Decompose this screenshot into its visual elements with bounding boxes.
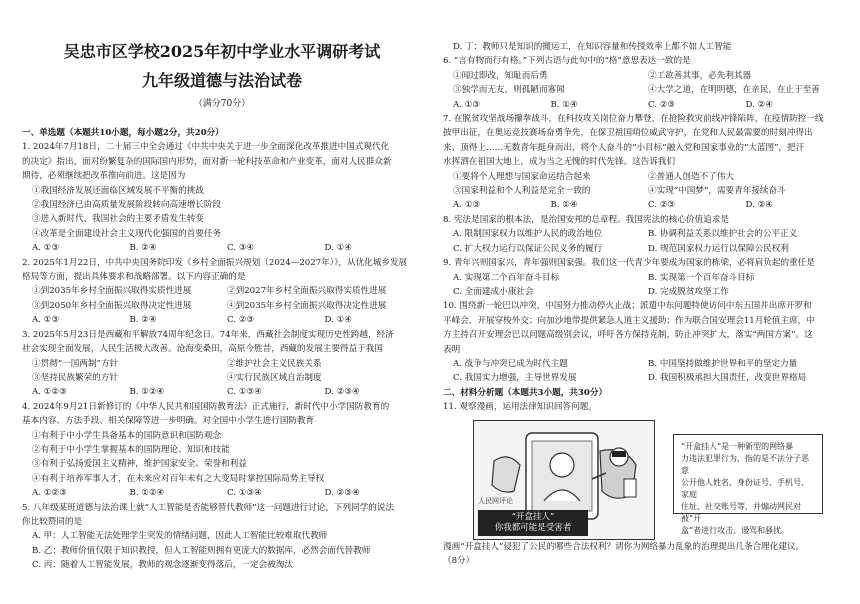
left-body — [22, 126, 422, 573]
statement-item: ②工欲善其事，必先利其器 — [648, 70, 752, 81]
question-line: 方主持召开安理会巴以问题高级别会议，呼吁各方保持克制，防止冲突扩大，落实“两国方案”。这 — [443, 330, 813, 341]
answer-options — [443, 98, 843, 112]
question-line: 8. 宪法是国家的根本法，是治国安邦的总章程。我国宪法的核心价值追求是 — [443, 214, 729, 225]
question-line: 格局等方面，提出具体要求和战略部署。以下内容正确的是 — [22, 272, 246, 283]
question-line: 表明 — [443, 344, 461, 355]
option-c[interactable]: C. 我国实力增强，主导世界发展 — [453, 373, 577, 384]
option-b[interactable]: B. ①④ — [550, 99, 578, 110]
answer-options — [22, 241, 422, 255]
choice-row — [443, 242, 843, 256]
option-d[interactable]: D. 我国积极承担大国责任，改变世界格局 — [648, 373, 807, 384]
question-line: 基本内容、方法手段、相关保障等进一步明确。对全国中小学生进行国防教育 — [22, 416, 315, 427]
option-a[interactable]: A. ①③ — [453, 99, 481, 110]
question-line: 平峰会，开展穿梭外交；向加沙地带提供紧急人道主义援助；作为联合国安理会11月轮值主席，中 — [443, 315, 815, 326]
statement-item: ②普通人创造不了伟大 — [648, 171, 734, 182]
statement-row — [22, 284, 422, 298]
question-line: 7. 在脱贫攻坚战场攥拳战斗，在科技攻关岗位奋力攀登，在抢险救灾前线冲锋陷阵，在疫情防控一线 — [443, 114, 824, 125]
question-2 — [22, 256, 422, 328]
statement-item: ④实行民族区域自治制度 — [227, 372, 322, 383]
question-line: 4. 2024年9月21日新修订的《中华人民共和国国防教育法》正式施行，新时代中小学国防教育的 — [22, 401, 390, 412]
question-3 — [22, 328, 422, 400]
option-b[interactable]: B. ②④ — [129, 243, 157, 254]
choice-row — [443, 357, 843, 371]
question-line: 9. 青年兴则国家兴，青年强则国家强。我们这一代青少年要成为国家的栋梁，必将肩负起的重任是 — [443, 258, 815, 269]
option-a[interactable]: A. 实现第二个百年奋斗目标 — [453, 272, 560, 283]
section-heading-material-analysis: 二、材料分析题（本题共3小题，共30分） — [443, 387, 608, 398]
option-b[interactable]: B. ①②④ — [129, 488, 165, 499]
question-5 — [22, 501, 422, 573]
option-c[interactable]: C. 扩大权力运行以保证公民义务的履行 — [453, 243, 603, 254]
statement-item: ③有利于弘扬爱国主义精神，维护国家安全、荣誉和利益 — [32, 459, 247, 470]
statement-item: ④大学之道，在明明德，在亲民，在止于至善 — [648, 85, 820, 96]
question-line: 1. 2024年7月18日，二十届三中全会通过《中共中央关于进一步全面深化改革推进中国式现代化 — [22, 142, 390, 153]
statement-item: ①有利于中小学生具备基本的国防意识和国防观念 — [32, 430, 222, 441]
option-d[interactable]: D. 丁：教师只是知识的搬运工，在知识容量和传授效率上都不如人工智能 — [453, 42, 732, 52]
statement-item: ①贯彻“一国两制”方针 — [32, 358, 119, 369]
statement-item: ③国家利益和个人利益是完全一致的 — [453, 186, 591, 197]
statement-item: ①到2035年乡村全面振兴取得实质性进展 — [32, 286, 192, 297]
definition-line: 力违法犯罪行为，指的是不法分子恶意 — [681, 453, 809, 475]
cartoon-caption — [478, 510, 588, 536]
option-c[interactable]: C. ①③④ — [227, 387, 262, 398]
option-d[interactable]: D. ①④ — [324, 315, 352, 326]
statement-item: ④有利于培养军事人才，在未来应对百年未有之大变局时掌控国际局势主导权 — [32, 473, 325, 484]
question-line: 3. 2025年5月23日是西藏和平解放74周年纪念日。74年来，西藏社会制度实现历史性跨越，经济 — [22, 329, 394, 340]
option-a[interactable]: A. ①③ — [32, 243, 60, 254]
option-a[interactable]: A. 甲：人工智能无法处理学生突发的情绪问题，因此人工智能比较难取代教师 — [32, 531, 328, 542]
option-b[interactable]: B. ①④ — [550, 200, 578, 211]
cartoon-image — [473, 420, 655, 540]
statement-item: ①闻过即改，知耻而后勇 — [453, 70, 548, 81]
statement-item: ④到2035年乡村全面振兴取得决定性进展 — [227, 300, 387, 311]
statement-item: ②有利于中小学生掌握基本的国防理论、知识和技能 — [32, 444, 230, 455]
definition-line: 盒”者进行攻击、谩骂和骚扰。 — [681, 525, 790, 535]
question-intro: 11. 观察漫画，运用法律知识回答问题。 — [443, 402, 597, 413]
section-heading-single-choice: 一、单选题（本题共10小题，每小题2分，共20分） — [22, 128, 224, 138]
right-body — [443, 40, 843, 568]
option-c[interactable]: C. ③④ — [227, 243, 255, 254]
option-b[interactable]: B. 乙：教师价值仅限于知识教授，但人工智能则拥有更庞大的数据库，必然会面代替教师 — [32, 545, 371, 556]
question-1 — [22, 140, 422, 255]
definition-box — [673, 434, 823, 535]
option-c[interactable]: C. ②③ — [648, 200, 676, 211]
statement-row — [443, 69, 843, 83]
question-7 — [443, 112, 843, 213]
question-10 — [443, 299, 843, 385]
statement-item: ②到2027年乡村全面振兴取得实质性进展 — [227, 286, 387, 297]
question-line: 社会实现全面发展，人民生活极大改善。沧海变桑田，高原今胜昔，西藏的发展主要得益于我国 — [22, 344, 383, 355]
question-line: 来、顶得上……无数青年挺身而出，将个人奋斗的“小目标”融入党和国家事业的“大蓝图”，把汗 — [443, 142, 805, 153]
answer-options — [22, 313, 422, 327]
option-d[interactable]: D. ②③④ — [324, 488, 360, 499]
choice-row — [443, 285, 843, 299]
cartoon-caption-subtitle: 你我都可能是受害者 — [494, 522, 572, 533]
statement-item: ③独学而无友，则孤陋而寡闻 — [453, 85, 565, 96]
option-b[interactable]: B. 中国坚持做维护世界和平的坚定力量 — [648, 358, 798, 369]
statement-item: ③到2050年乡村全面振兴取得决定性进展 — [32, 300, 192, 311]
choice-row — [443, 227, 843, 241]
question-line: 的决定》指出，面对纷繁复杂的国际国内形势，面对新一轮科技革命和产业变革，面对人民群众新 — [22, 156, 392, 167]
definition-line: “开盒挂人”是一种新型的网络暴 — [681, 441, 794, 451]
statement-item: ②我国经济已由高质量发展阶段转向高速增长阶段 — [32, 200, 222, 211]
statement-row — [22, 371, 422, 385]
definition-line: 公开他人姓名、身份证号、手机号、家庭 — [681, 477, 809, 499]
statement-item: ③坚持民族繁荣的方针 — [32, 372, 118, 383]
option-d[interactable]: D. ②④ — [745, 200, 773, 211]
choice-row — [443, 371, 843, 385]
option-b[interactable]: B. ②④ — [129, 315, 157, 326]
option-b[interactable]: B. 协调利益关系以维护社会的公平正义 — [648, 229, 798, 240]
statement-item: ①要将个人理想与国家命运结合起来 — [453, 171, 591, 182]
question-line: 5. 八年级某班道德与法治课上就“人工智能是否能够替代教师”这一问题进行讨论，下列同学的说法 — [22, 502, 395, 513]
answer-options — [22, 385, 422, 399]
question-prompt: 漫画“开盒挂人”侵犯了公民的哪些合法权利？请你为网络暴力乱象的治理提出几条合理化建议。 — [443, 541, 805, 552]
option-a[interactable]: A. ①③ — [453, 200, 481, 211]
question-line: 6. “言有物而行有格。”下列古语与此句中的“格”意思表达一致的是 — [443, 56, 691, 67]
option-c[interactable]: C. 丙：随着人工智能发展，教师的观念逐渐变得落后，一定会被淘汰 — [32, 560, 293, 571]
question-8 — [443, 213, 843, 256]
full-score: （满分70分） — [193, 99, 251, 109]
statement-item: ③进入新时代，我国社会的主要矛盾发生转变 — [32, 214, 204, 225]
question-line: 你比较赞同的是 — [22, 516, 83, 527]
option-d[interactable]: D. ①④ — [324, 243, 352, 254]
option-c[interactable]: C. ①③④ — [227, 488, 262, 499]
exam-subtitle: 九年级道德与法治试卷 — [141, 71, 302, 90]
answer-options — [22, 486, 422, 500]
option-b[interactable]: B. 实现第一个百年奋斗目标 — [648, 272, 755, 283]
question-line: 披甲出征，在奥运竞技赛场奋勇争先，在保卫祖国哨位威武守护，在党和人民最需要的时刻冲得出 — [443, 128, 813, 139]
option-d[interactable]: D. ②③④ — [324, 387, 360, 398]
statement-row — [22, 357, 422, 371]
cartoon-area — [443, 420, 843, 540]
option-a[interactable]: A. 战争与冲突已成为时代主题 — [453, 358, 568, 369]
cartoon-caption-title: “开盒挂人” — [511, 511, 555, 522]
question-9 — [443, 256, 843, 299]
option-a[interactable]: A. ①②③ — [32, 488, 67, 499]
statement-row — [443, 83, 843, 97]
option-a[interactable]: A. ①②③ — [32, 387, 67, 398]
option-c[interactable]: C. ②③ — [648, 99, 676, 110]
statement-item: ②维护社会主义民族关系 — [227, 358, 322, 369]
statement-item: ④实现“中国梦”，需要青年接续奋斗 — [648, 186, 786, 197]
option-c[interactable]: C. 全面建成小康社会 — [453, 286, 534, 297]
option-d[interactable]: D. 规范国家权力运行以保障公民权利 — [648, 243, 789, 254]
statement-row — [22, 299, 422, 313]
question-points: （8分） — [443, 555, 475, 566]
question-4 — [22, 400, 422, 501]
option-a[interactable]: A. 限制国家权力以维护人民的政治地位 — [453, 229, 603, 240]
cartoon-source-tag: 人民网评论 — [478, 497, 513, 506]
question-11 — [443, 400, 843, 568]
question-line: 期待，必须继续把改革推向前进。这是因为 — [22, 171, 186, 182]
exam-title: 吴忠市区学校2025年初中学业水平调研考试 — [63, 42, 381, 61]
option-b[interactable]: B. ①②④ — [129, 387, 165, 398]
statement-item: ④改革是全面建设社会主义现代化强国的首要任务 — [32, 228, 222, 239]
choice-row — [443, 271, 843, 285]
statement-item: ①我国经济发展还面临区域发展不平衡的挑战 — [32, 185, 204, 196]
statement-row — [443, 170, 843, 184]
option-d[interactable]: D. ②④ — [745, 99, 773, 110]
statement-row — [443, 184, 843, 198]
question-line: 10. 围绕新一轮巴以冲突，中国努力推动停火止战；派遣中东问题特使访问中东五国并出席开罗和 — [443, 301, 812, 312]
question-6 — [443, 54, 843, 112]
answer-options — [443, 198, 843, 212]
option-c[interactable]: C. ②③ — [227, 315, 255, 326]
question-line: 水挥洒在祖国大地上，成为当之无愧的时代先锋。这告诉我们 — [443, 157, 676, 168]
option-d[interactable]: D. 完成脱贫攻坚工作 — [648, 286, 729, 297]
option-a[interactable]: A. ①③ — [32, 315, 60, 326]
question-line: 2. 2025年1月22日，中共中央国务院印发《乡村全面振兴规划（2024—2027年）》，从优化城乡发展 — [22, 257, 408, 268]
definition-line: 住址、社交账号等，并煽动网民对被“开 — [681, 501, 801, 523]
